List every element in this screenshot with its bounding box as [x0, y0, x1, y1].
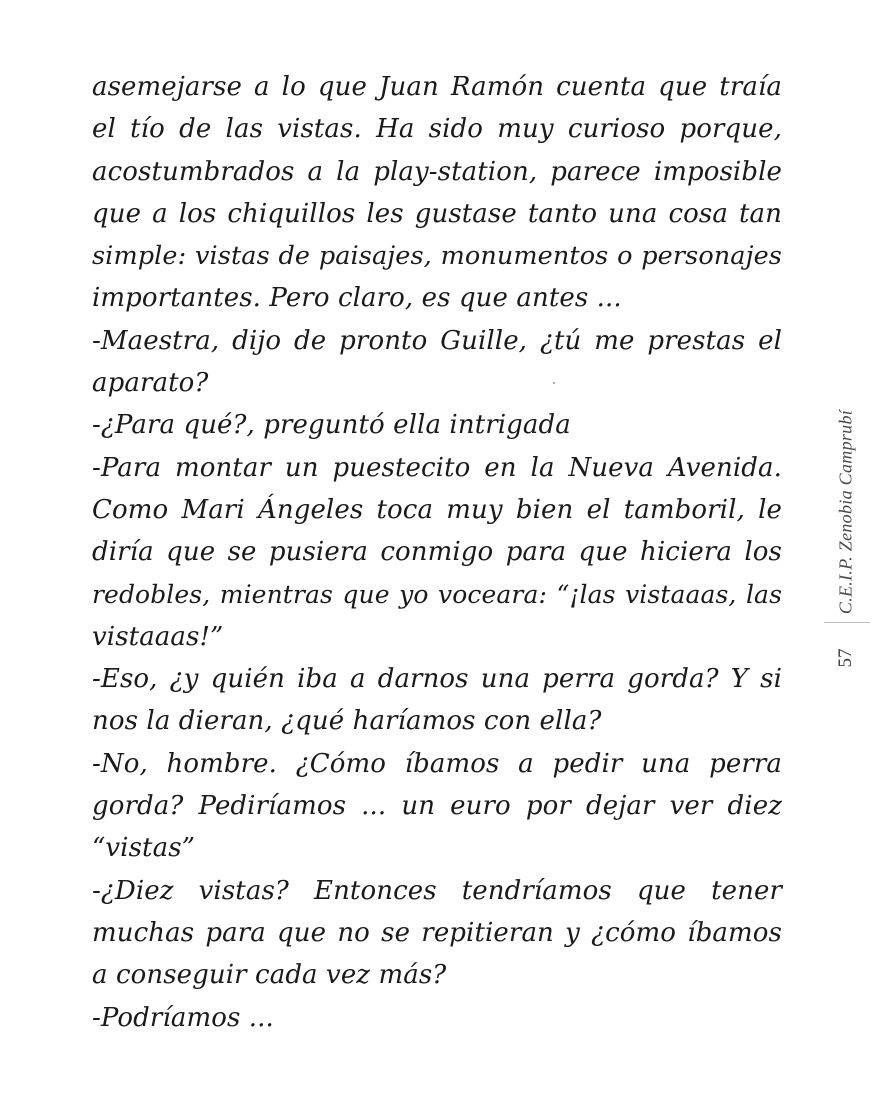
text-line: “vistas”	[92, 833, 196, 864]
scan-speck	[553, 382, 555, 384]
text-line: a conseguir cada vez más?	[92, 960, 447, 991]
text-line: diría que se pusiera conmigo para que hiciera los	[92, 537, 782, 568]
text-line: -Para montar un puestecito en la Nueva Avenida.	[92, 452, 782, 483]
margin-divider	[824, 622, 870, 623]
text-line: Como Mari Ángeles toca muy bien el tamboril, le	[92, 494, 782, 525]
text-line: aparato?	[92, 368, 209, 399]
text-line: -No, hombre. ¿Cómo íbamos a pedir una perra	[92, 748, 782, 779]
text-line: asemejarse a lo que Juan Ramón cuenta que traía	[92, 72, 782, 102]
text-line: importantes. Pero claro, es que antes ...	[92, 283, 622, 314]
text-line: simple: vistas de paisajes, monumentos o personajes	[92, 241, 782, 272]
text-line: -Podríamos ...	[92, 1002, 274, 1033]
text-line: acostumbrados a la play-station, parece imposible	[92, 156, 782, 187]
page-number: 57	[835, 648, 856, 668]
text-line: el tío de las vistas. Ha sido muy curioso porque,	[92, 114, 782, 145]
handwritten-body-text	[92, 66, 782, 1039]
text-line: muchas para que no se repitieran y ¿cómo íbamos	[92, 917, 782, 948]
text-line: -¿Diez vistas? Entonces tendríamos que tener	[92, 875, 782, 906]
text-line: -¿Para qué?, preguntó ella intrigada	[92, 410, 571, 441]
text-line: que a los chiquillos les gustase tanto una cosa tan	[92, 198, 782, 229]
text-line: -Eso, ¿y quién iba a darnos una perra gorda? Y si	[92, 664, 782, 695]
text-line: nos la dieran, ¿qué haríamos con ella?	[92, 706, 602, 737]
school-credit: C.E.I.P. Zenobia Camprubí	[835, 409, 856, 615]
text-line: -Maestra, dijo de pronto Guille, ¿tú me prestas el	[92, 325, 782, 356]
text-line: gorda? Pediríamos ... un euro por dejar ver diez	[92, 791, 782, 822]
text-line: vistaaas!”	[92, 621, 224, 652]
text-line: redobles, mientras que yo voceara: “¡las vistaaas, las	[92, 579, 782, 609]
